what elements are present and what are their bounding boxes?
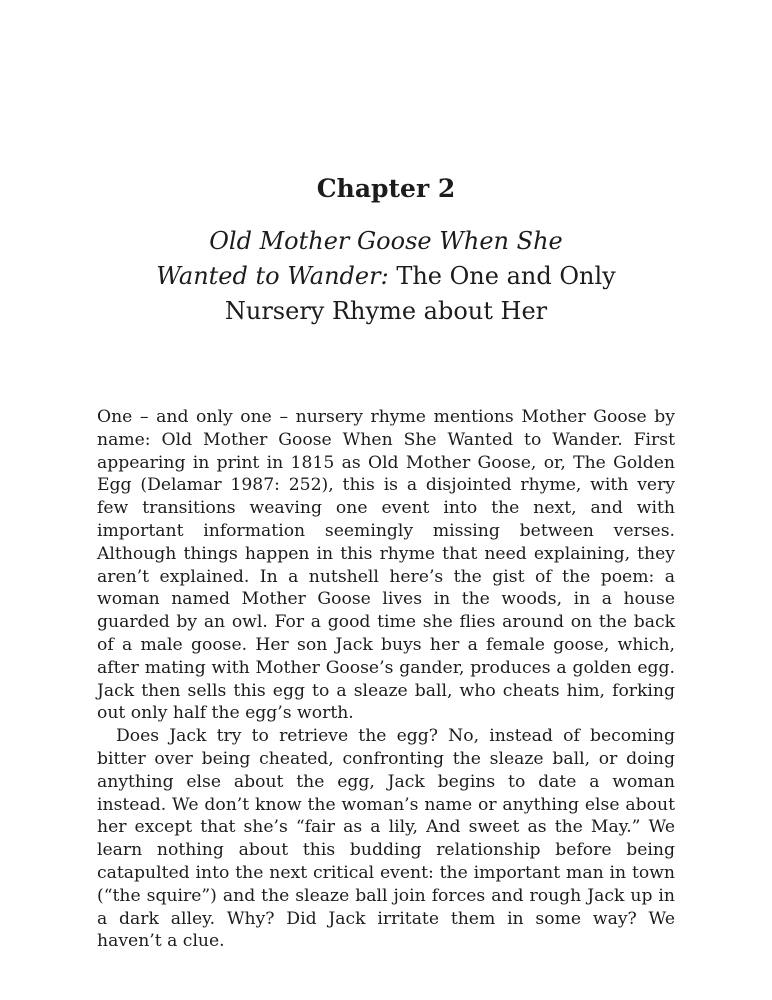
paragraph-1: One – and only one – nursery rhyme mentions Mother Goose by name: Old Mother Goose When She Wanted to Wander. First appearing in print in 1815 as Old Mother Goose, or, The Golden Egg (Delamar 1987: 252), this is a disjointed rhyme, with very few transitions weaving one event into the next, and with important information seemingly missing between verses. Although things happen in this rhyme that need explaining, they aren’t explained. In a nutshell here’s the gist of the poem: a woman named Mother Goose lives in the woods, in a house guarded by an owl. For a good time she flies around on the back of a male goose. Her son Jack buys her a female goose, which, after mating with Mother Goose’s gander, produces a golden egg. Jack then sells this egg to a sleaze ball, who cheats him, forking out only half the egg’s worth. <box>97 407 675 724</box>
chapter-title-italic-1: Old Mother Goose When She <box>209 227 563 255</box>
chapter-label: Chapter 2 <box>316 174 456 203</box>
chapter-title <box>0 224 772 329</box>
chapter-title-line-1 <box>0 224 772 259</box>
chapter-title-roman-2: The One and Only <box>388 262 616 290</box>
chapter-title-line-3: Nursery Rhyme about Her <box>224 297 548 325</box>
paragraph-2: Does Jack try to retrieve the egg? No, instead of becoming bitter over being cheated, confronting the sleaze ball, or doing anything else about the egg, Jack begins to date a woman instead. We don’t know the woman’s name or anything else about her except that she’s “fair as a lily, And sweet as the May.” We learn nothing about this budding relationship before being catapulted into the next critical event: the important man in town (“the squire”) and the sleaze ball join forces and rough Jack up in a dark alley. Why? Did Jack irritate them in some way? We haven’t a clue. <box>97 726 675 952</box>
chapter-title-italic-2: Wanted to Wander: <box>156 262 389 290</box>
body-text <box>97 406 675 953</box>
chapter-title-line-2 <box>0 259 772 294</box>
